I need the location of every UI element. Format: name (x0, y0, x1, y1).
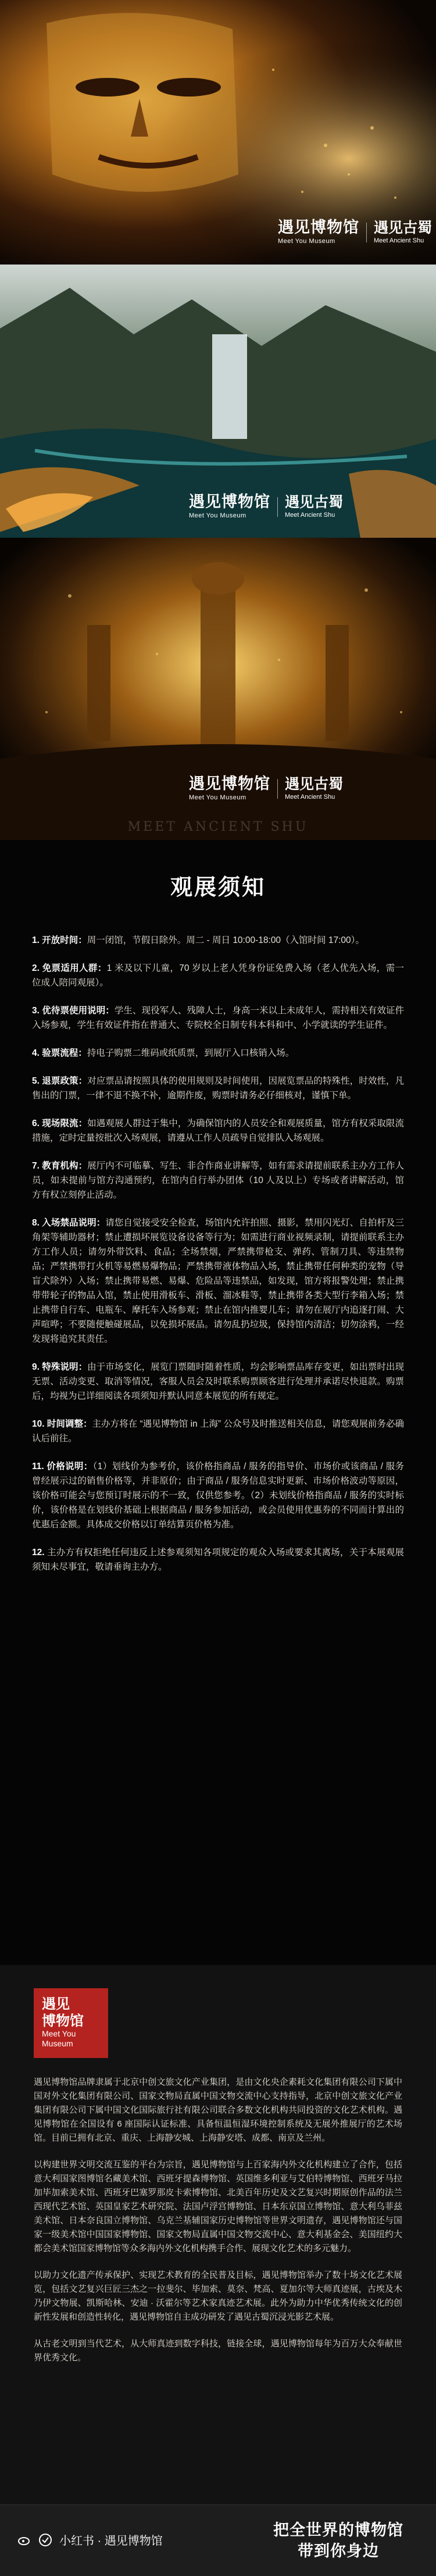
divider (366, 223, 367, 242)
notice-item-lead: 9. 特殊说明： (32, 1362, 88, 1372)
notice-item (32, 1074, 404, 1103)
brand-stamp-3 (189, 776, 343, 802)
logo-cn-line1: 遇见 (42, 1995, 70, 2012)
exhibition-logo-3 (285, 777, 343, 801)
footer-bar (0, 2504, 436, 2576)
notice-item-text: 学生、现役军人、残障人士，身高一米以上未成年人，需持相关有效证件入场参观，学生有效证件指在普通大、专院校全日制专科本科和中、小学就读的学生证件。 (32, 1006, 404, 1030)
exhibition-cn-2: 遇见古蜀 (285, 494, 344, 511)
wechat-icon (38, 2533, 52, 2547)
exhibition-cn-3: 遇见古蜀 (285, 776, 344, 793)
notice-item-text: 对应票品请按照具体的使用规则及时间使用，因展览票品的特殊性，时效性，凡售出的门票，一律不退不换不补，逾期作废，购票时请务必仔细核对，谨慎下单。 (32, 1076, 404, 1101)
mask-panel (0, 0, 436, 265)
notice-item (32, 1459, 404, 1532)
brand-logo (278, 220, 359, 245)
notice-item-text: 如遇观展人群过于集中，为确保馆内的人员安全和观展质量，馆方有权采取限流措施，定时定量按批次入场观展，请遵从工作人员疏导自觉排队入场观展。 (32, 1119, 404, 1143)
notice-item (32, 1159, 404, 1202)
brand-logo-2 (189, 494, 270, 520)
museum-logo (34, 1988, 108, 2058)
exhibition-cn: 遇见古蜀 (374, 219, 433, 237)
social-handle-text: 小红书 · 遇见博物馆 (59, 2535, 163, 2548)
notice-item-text: 主办方有权拒绝任何违反上述参观须知各项规定的观众入场或要求其离场，关于本展观展须知未尽事宜，敬请垂询主办方。 (32, 1548, 404, 1572)
visit-notice-section (0, 840, 436, 1965)
logo-en-line2: Museum (42, 2039, 73, 2048)
footer-tagline (273, 2520, 403, 2562)
notice-item-text: 请您自觉接受安全检查，场馆内允许拍照、摄影，禁用闪光灯、自拍杆及三角架等辅助器材；禁止遭损坏展览设备设备等行为；如需进行商业视频录制，请提前联系主办方工作人员；请勿外带饮料、食品；全场禁烟，严禁携带枪支、弹药、管制刀具、等违禁物品；严禁携带打火机等易燃易爆物品；严禁携带液体物品入场，禁止携带任何种类的宠物（导盲犬除外）入场；禁止携带易燃、易爆、危险品等违禁品，如发现，馆方将报警处理；禁止携带带轮子的物品入馆，禁止使用滑板车、滑板、溜冰鞋等，禁止携带各类大型行李箱入场；禁止携带自行车、电瓶车、摩托车入场参观；禁止在馆内推婴儿车；请勿在展厅内追逐打闹、大声喧哗；不要随便触碰展品，以免损坏展品。请勿乱扔垃圾，保持馆内清洁；切勿涂鸦，一经发现将追究其责任。 (32, 1218, 404, 1344)
brand-en-2: Meet You Museum (189, 512, 246, 520)
notice-item-text: （1）划线价为参考价，该价格指商品 / 服务的指导价、市场价或该商品 / 服务曾经展示过的销售价格等，并非原价；由于商品 / 服务信息实时更新、市场价格波动等原因，该价格可能会与您预订时展示的不一致，仅供您参考。（2）未划线价格指商品 / 服务的实时标价，该价格是在划线价基础上根据商品 / 服务参加活动，或会员使用优惠券的不同而计算出的优惠后金额。具体成交价格以订单结算页价格为准。 (32, 1462, 405, 1530)
logo-en-line1: Meet You (42, 2029, 76, 2038)
about-paragraph: 从古老文明到当代艺术，从大师真迹到数字科技，链接全球，遇见博物馆每年为百万大众奉献世界优秀文化。 (34, 2339, 402, 2363)
bronze-hall-panel (0, 538, 436, 840)
brand-stamp-2 (189, 494, 343, 520)
notice-item-lead: 3. 优待票使用说明： (32, 1006, 115, 1016)
logo-cn-line2: 博物馆 (42, 2012, 84, 2029)
about-paragraph: 以构建世界文明交流互鉴的平台为宗旨，遇见博物馆与上百家海内外文化机构建立了合作，包括意大利国家图博馆名藏美术馆、西班牙提森博物馆、英国维多利亚与艾伯特博物馆、西班牙马拉加毕加索美术馆、西班牙巴塞罗那皮卡索博物馆、北美百年历史及文艺复兴时期原创作品的法兰西现代艺术馆、英国皇家艺术研究院、法国卢浮宫博物馆、日本东京国立博物馆、意大利乌菲兹美术馆、日本奈良国立博物馆、乌克兰基辅国家历史博物馆等世界文明遗存，遇见博物馆还与国家一级美术馆中国国家博物馆、国家文物局直属中国文物交流中心、意大利基金会、美国纽约大都会美术馆国家博物馆等众多海内外文化机构携手合作、展现文化艺术的多元魅力。 (34, 2160, 402, 2253)
notice-item (32, 961, 404, 990)
notice-item (32, 1116, 404, 1145)
notice-item-lead: 11. 价格说明： (32, 1462, 93, 1471)
notice-item (32, 1046, 404, 1060)
about-paragraph: 遇见博物馆品牌隶属于北京中创文旅文化产业集团，是由文化央企素耗文化集团有限公司下属中国对外文化集团有限公司、国家文物局直属中国文物交流中心支持指导，北京中创文旅文化产业集团有限公司下属中国文化国际旅行社有限公司联合多数文化机构共同投资的文化艺术机构。遇见博物馆在全国设有 6 座国际认证标准、具备恒温恒湿环境控制系统及无展外推展厅的艺术场馆。目前已拥有北京、重庆、上海静安城、上海静安塔、成都、南京及兰州。 (34, 2077, 402, 2143)
exhibition-en-3: Meet Ancient Shu (285, 794, 335, 801)
tagline-line2: 带到你身边 (298, 2542, 379, 2560)
brand-cn-2: 遇见博物馆 (189, 493, 270, 511)
notice-item-lead: 4. 验票流程： (32, 1048, 87, 1058)
divider-2 (277, 497, 278, 517)
brand-en: Meet You Museum (278, 238, 335, 245)
notice-item-text: 1 米及以下儿童，70 岁以上老人凭身份证免费入场（老人优先入场，需一位成人陪同观展）。 (32, 963, 405, 988)
exhibition-logo-2 (285, 495, 343, 519)
landscape-panel (0, 265, 436, 538)
exhibition-logo (374, 220, 432, 245)
notice-item (32, 1545, 404, 1574)
notice-item-text: 展厅内不可临摹、写生、非合作商业讲解等，如有需求请提前联系主办方工作人员，如未提前与馆方沟通预约，在馆内自行举办团体（10 人及以上）专场或者讲解活动，馆方有权立刻停止活动。 (32, 1161, 404, 1200)
brand-en-3: Meet You Museum (189, 794, 246, 802)
notice-item-lead: 10. 时间调整： (32, 1419, 92, 1429)
notice-item-lead: 6. 现场限流： (32, 1119, 88, 1128)
brand-cn: 遇见博物馆 (278, 219, 359, 237)
notice-item-lead: 5. 退票政策： (32, 1076, 88, 1086)
notice-item-text: 由于市场变化，展览门票随时随着性质，均会影响票品库存变更，如出票时出现无票、活动变更、取消等情况，客服人员会及时联系购票顾客进行处理并承诺尽快退款。购票后，均视为已详细阅读各项须知并默认同意本展览的所有规定。 (32, 1362, 404, 1401)
notice-item-text: 持电子购票二维码或纸质票，到展厅入口核销入场。 (87, 1048, 295, 1058)
notice-item (32, 1417, 404, 1446)
about-paragraphs (34, 2075, 402, 2378)
brand-logo-3 (189, 776, 270, 802)
notice-item (32, 1003, 404, 1032)
tagline-line1: 把全世界的博物馆 (273, 2521, 403, 2539)
about-paragraph: 以助力文化遗产传承保护、实现艺术教育的全民普及目标，遇见博物馆举办了数十场文化艺术展览，包括文艺复兴巨匠三杰之一拉斐尔、毕加索、莫奈、梵高、夏加尔等大师真迹展，古埃及木乃伊文物展、凯斯哈林、安迪 · 沃霍尔等艺术家真迹艺术展。此外为助力中华优秀传统文化的创新性发展和创造性转化，遇见博物馆自主成功研发了遇见古蜀沉浸光影艺术展。 (34, 2270, 402, 2322)
notice-list (32, 933, 404, 1588)
ghost-caption: MEET ANCIENT SHU (127, 820, 309, 834)
notice-item-lead: 7. 教育机构： (32, 1161, 88, 1171)
notice-item-text: 主办方将在 “遇见博物馆 in 上海” 公众号及时推送相关信息，请您观展前务必确认后前往。 (32, 1419, 404, 1444)
notice-item-lead: 1. 开放时间： (32, 935, 87, 945)
divider-3 (277, 779, 278, 799)
notice-item-lead: 2. 免票适用人群： (32, 963, 107, 973)
notice-item (32, 933, 404, 948)
weibo-icon (17, 2533, 31, 2547)
notice-item-lead: 8. 入场禁品说明： (32, 1218, 106, 1228)
notice-item (32, 1216, 404, 1346)
notice-item-lead: 12. (32, 1548, 45, 1557)
notice-item (32, 1360, 404, 1403)
exhibition-en-2: Meet Ancient Shu (285, 512, 335, 519)
brand-stamp (278, 220, 432, 245)
about-section (0, 1965, 436, 2576)
exhibition-en: Meet Ancient Shu (374, 237, 424, 245)
social-handle[interactable] (17, 2531, 163, 2548)
notice-title: 观展须知 (170, 874, 266, 900)
brand-cn-3: 遇见博物馆 (189, 775, 270, 793)
notice-item-text: 周一闭馆，节假日除外。周二 - 周日 10:00-18:00（入馆时间 17:00）。 (87, 935, 364, 945)
